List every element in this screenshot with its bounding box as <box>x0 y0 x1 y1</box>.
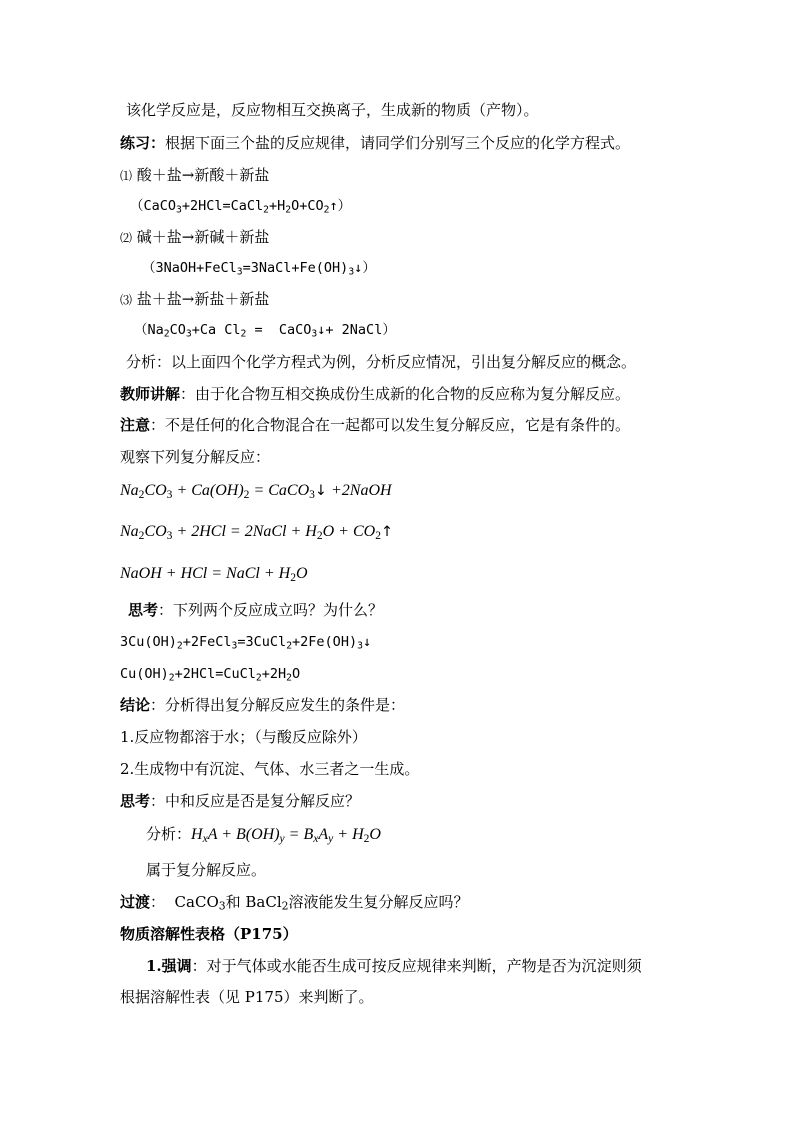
exercise-paragraph <box>120 133 630 153</box>
equation-3: （$Na_2CO_3+Ca$ $Cl_2$ = CaCO$_3$↓+ 2NaCl） <box>134 322 396 340</box>
condition-2: 2.生成物中有沉淀、气体、水三者之一生成。 <box>120 760 420 778</box>
emphasis-text: ：对于气体或水能否生成可按反应规律来判断，产物是否为沉淀则须 <box>191 957 642 975</box>
formula-1: $Na_2CO_3 + Ca(OH)_2$ = CaCO$_3$↓ +2NaOH <box>120 482 392 501</box>
think-label: 思考 <box>128 601 159 619</box>
observe-text: 观察下列复分解反应： <box>120 448 271 466</box>
rule-number: ⑶ <box>120 293 133 307</box>
rule-text: 酸＋盐→新酸＋新盐 <box>136 166 270 184</box>
up-arrow-icon: ↑ <box>329 198 338 214</box>
think-label: 思考 <box>120 792 151 810</box>
note-text: ：不是任何的化合物混合在一起都可以发生复分解反应，它是有条件的。 <box>150 416 631 434</box>
rule-text: 碱＋盐→新碱＋新盐 <box>136 228 270 246</box>
rule-1 <box>120 165 269 186</box>
formula-3: NaOH + HCl = NaCl + $H_2O$ <box>120 565 308 584</box>
rule-3 <box>120 289 269 310</box>
down-arrow-icon: ↓ <box>362 634 372 650</box>
rule-number: ⑴ <box>120 169 133 183</box>
exercise-label: 练习： <box>120 134 166 152</box>
belongs-text: 属于复分解反应。 <box>146 861 267 879</box>
analysis-2-paragraph <box>146 824 381 849</box>
transition-paragraph: 过渡： CaCO$_3$和 BaCl$_2$溶液能发生复分解反应吗？ <box>120 893 469 913</box>
exercise-text: 根据下面三个盐的反应规律，请同学们分别写三个反应的化学方程式。 <box>165 134 631 152</box>
neutralization-formula: $H_xA + B(OH)_y = B_xA_y + H_2O$ <box>191 826 381 845</box>
conclusion-label: 结论 <box>120 696 151 714</box>
analysis-text: 分析：以上面四个化学方程式为例，分析反应情况，引出复分解反应的概念。 <box>126 353 637 371</box>
equation-2: $(3NaOH+FeCl_3=3NaCl+Fe(OH)_3↓)$ <box>142 260 376 278</box>
emphasis-paragraph <box>146 956 642 976</box>
teacher-label: 教师讲解 <box>120 385 181 403</box>
note-label: 注意 <box>120 416 151 434</box>
down-arrow-icon: ↓ <box>354 260 363 276</box>
think-1-paragraph <box>128 600 383 620</box>
think-text: ：下列两个反应成立吗？为什么？ <box>158 601 384 619</box>
think-2-paragraph <box>120 791 360 811</box>
rule-number: ⑵ <box>120 231 133 245</box>
reaction-2: $Cu(OH)_2+2HCl=CuCl_2+2H_2O$ <box>120 666 301 684</box>
emphasis-continuation: 根据溶解性表（见 P175）来判断了。 <box>120 988 374 1006</box>
reaction-1: $3Cu(OH)_2+2FeCl_3=3CuCl_2+2Fe(OH)_3↓$ <box>120 634 372 652</box>
intro-text: 该化学反应是，反应物相互交换离子，生成新的物质（产物）。 <box>126 101 539 119</box>
transition-label: 过渡 <box>120 893 151 911</box>
rule-2 <box>120 227 269 248</box>
section-heading: 物质溶解性表格（P175） <box>120 925 298 943</box>
down-arrow-icon: ↓ <box>317 322 326 338</box>
conclusion-text: ：分析得出复分解反应发生的条件是： <box>150 696 406 714</box>
condition-1: 1.反应物都溶于水；（与酸反应除外） <box>120 728 367 746</box>
conclusion-paragraph <box>120 695 405 715</box>
down-arrow-icon: ↓ <box>314 483 327 499</box>
emphasis-label: 1.强调 <box>146 957 192 975</box>
rule-text: 盐＋盐→新盐＋新盐 <box>136 290 270 308</box>
teacher-paragraph <box>120 384 630 404</box>
teacher-text: ：由于化合物互相交换成份生成新的化合物的反应称为复分解反应。 <box>180 385 631 403</box>
formula-2: $Na_2CO_3 + 2HCl$ = 2NaCl + $H_2O$ + $CO_2↑$ <box>120 523 394 542</box>
analysis-label: 分析： <box>146 825 192 843</box>
think-text: ：中和反应是否是复分解反应？ <box>150 792 361 810</box>
equation-1: $(CaCO_3+2HCl=CaCl_2+H_2O+CO_2↑)$ <box>130 198 352 216</box>
note-paragraph <box>120 415 630 435</box>
up-arrow-icon: ↑ <box>380 524 394 540</box>
